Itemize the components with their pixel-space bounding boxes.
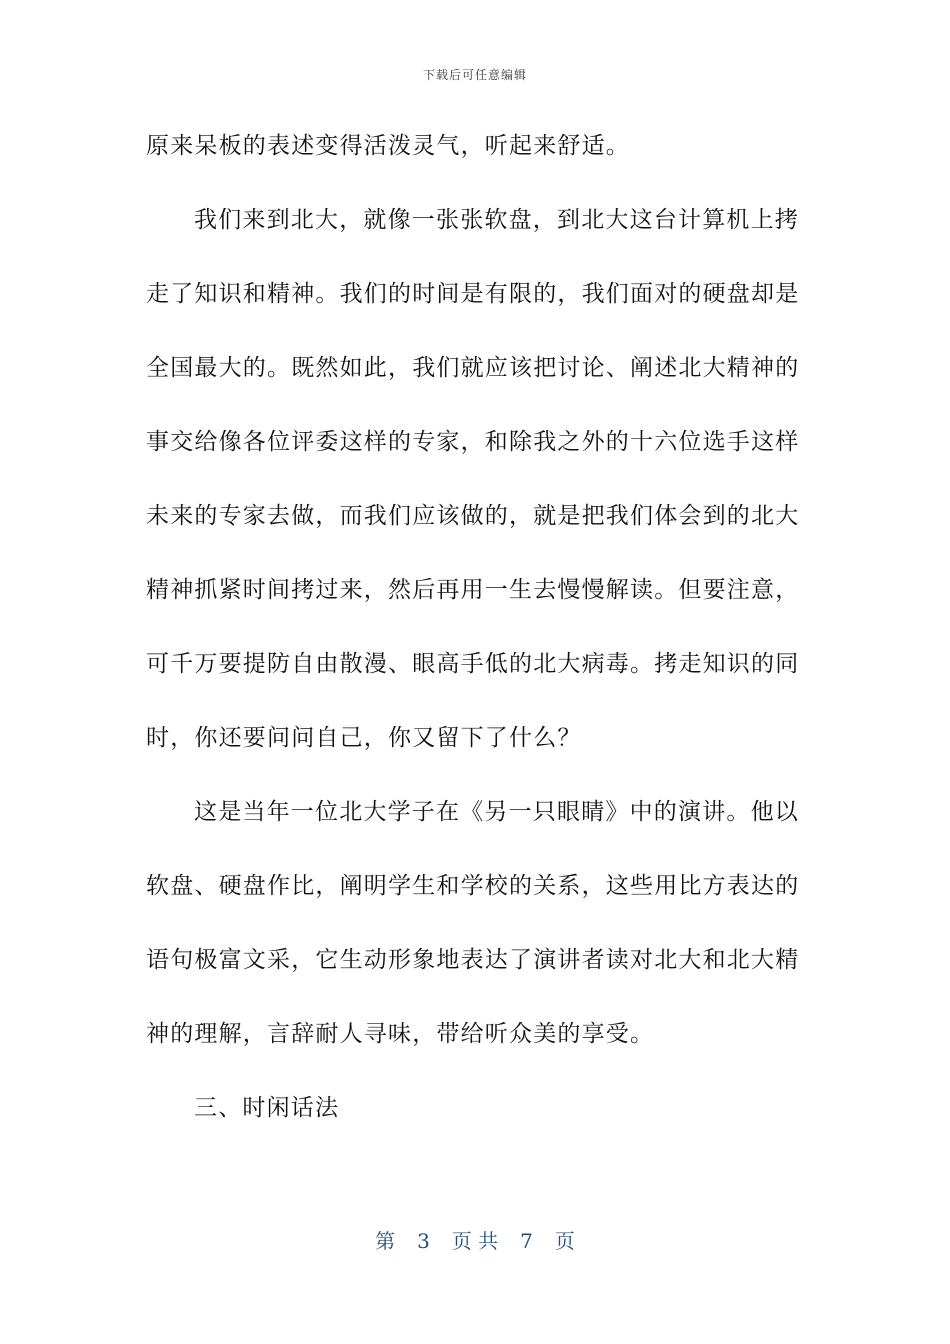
document-body bbox=[146, 124, 800, 1160]
text-line: 时，你还要问问自己，你又留下了什么？ bbox=[146, 725, 582, 751]
page-footer bbox=[0, 1225, 950, 1254]
text-line: 走了知识和精神。我们的时间是有限的，我们面对的硬盘却是 bbox=[146, 281, 800, 307]
text-line: 可千万要提防自由散漫、眼高手低的北大病毒。拷走知识的同 bbox=[146, 651, 800, 677]
page-total-number: 7 bbox=[520, 1229, 533, 1253]
text-line: 这是当年一位北大学子在《另一只眼睛》中的演讲。他以 bbox=[194, 799, 799, 825]
page-footer-middle: 页 共 bbox=[451, 1229, 499, 1253]
text-line: 全国最大的。既然如此，我们就应该把讨论、阐述北大精神的 bbox=[146, 355, 800, 381]
page-current-number: 3 bbox=[417, 1229, 430, 1253]
page-footer-prefix: 第 bbox=[375, 1229, 396, 1253]
text-line: 语句极富文采，它生动形象地表达了演讲者读对北大和北大精 bbox=[146, 947, 800, 973]
text-line: 事交给像各位评委这样的专家，和除我之外的十六位选手这样 bbox=[146, 429, 800, 455]
text-line: 我们来到北大，就像一张张软盘，到北大这台计算机上拷 bbox=[194, 207, 799, 233]
text-line: 原来呆板的表述变得活泼灵气，听起来舒适。 bbox=[146, 133, 630, 159]
section-heading: 三、时闲话法 bbox=[194, 1095, 340, 1121]
text-line: 未来的专家去做，而我们应该做的，就是把我们体会到的北大 bbox=[146, 503, 800, 529]
text-line: 神的理解，言辞耐人寻味，带给听众美的享受。 bbox=[146, 1021, 655, 1047]
page-footer-suffix: 页 bbox=[554, 1229, 575, 1253]
text-line: 软盘、硬盘作比，阐明学生和学校的关系，这些用比方表达的 bbox=[146, 873, 800, 899]
header-note: 下载后可任意编辑 bbox=[422, 68, 527, 82]
text-line: 精神抓紧时间拷过来，然后再用一生去慢慢解读。但要注意， bbox=[146, 577, 800, 603]
